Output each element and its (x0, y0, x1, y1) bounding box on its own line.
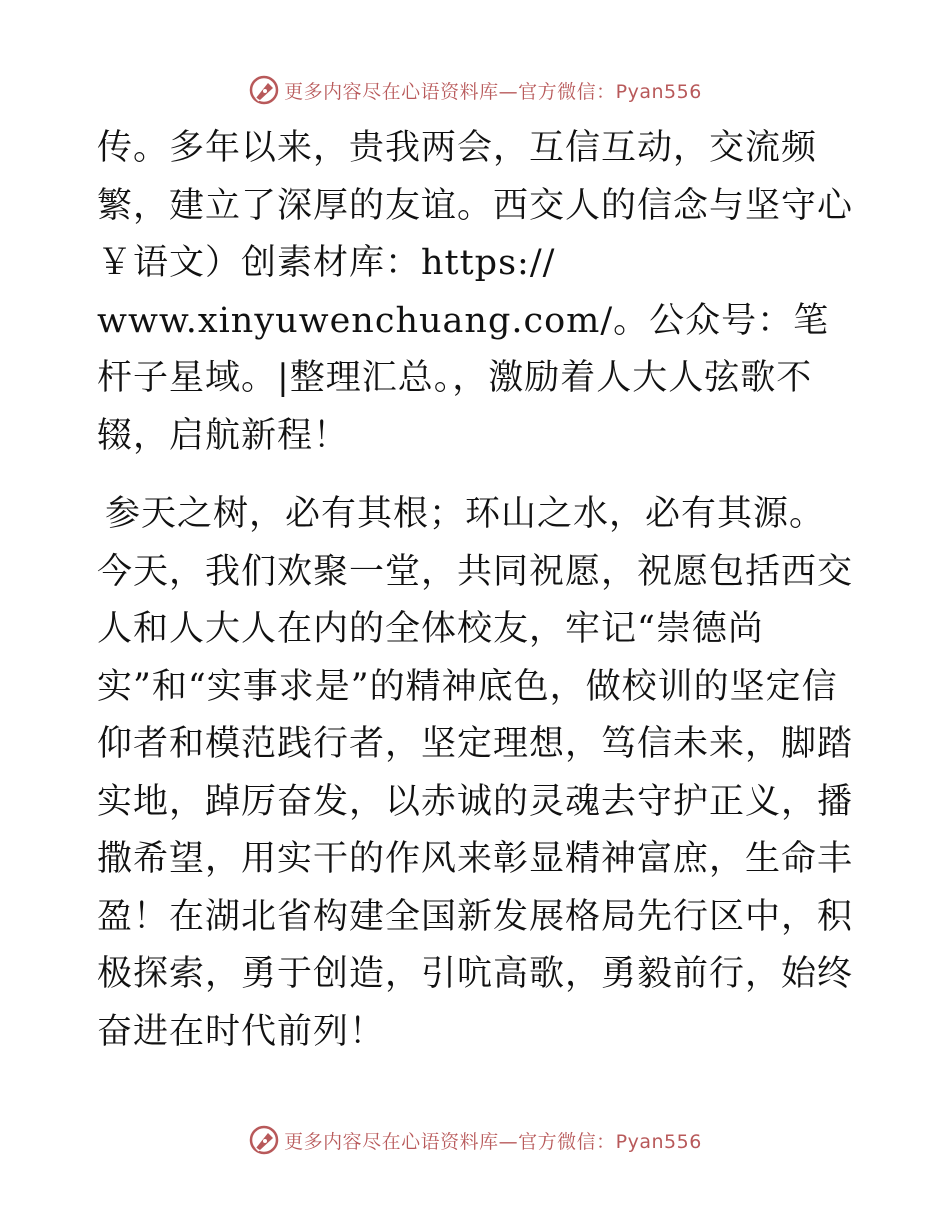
header-banner (0, 70, 950, 110)
paragraph-2: 参天之树，必有其根；环山之水，必有其源。今天，我们欢聚一堂，共同祝愿，祝愿包括西交人和人大人在内的全体校友，牢记“崇德尚实”和“实事求是”的精神底色，做校训的坚定信仰者和模范践行者，坚定理想，笃信未来，脚踏实地，踔厉奋发，以赤诚的灵魂去守护正义，播撒希望，用实干的作风来彰显精神富庶，生命丰盈！在湖北省构建全国新发展格局先行区中，积极探索，勇于创造，引吭高歌，勇毅前行，始终奋进在时代前列！ (97, 494, 854, 1052)
document-body (97, 120, 857, 1061)
pen-nib-logo-icon (248, 1124, 280, 1156)
pen-nib-logo-icon (248, 74, 280, 106)
header-banner-text: 更多内容尽在心语资料库—官方微信：Pyan556 (284, 80, 702, 103)
footer-banner (0, 1120, 950, 1160)
paragraph-1: 传。多年以来，贵我两会，互信互动，交流频繁，建立了深厚的友谊。西交人的信念与坚守心￥语文）创素材库：https:// www.xinyuwenchuang.com/。公众号：笔杆子星域。|整理汇总。，激励着人大人弦歌不辍，启航新程！ (97, 128, 854, 456)
footer-banner-text: 更多内容尽在心语资料库—官方微信：Pyan556 (284, 1130, 702, 1153)
